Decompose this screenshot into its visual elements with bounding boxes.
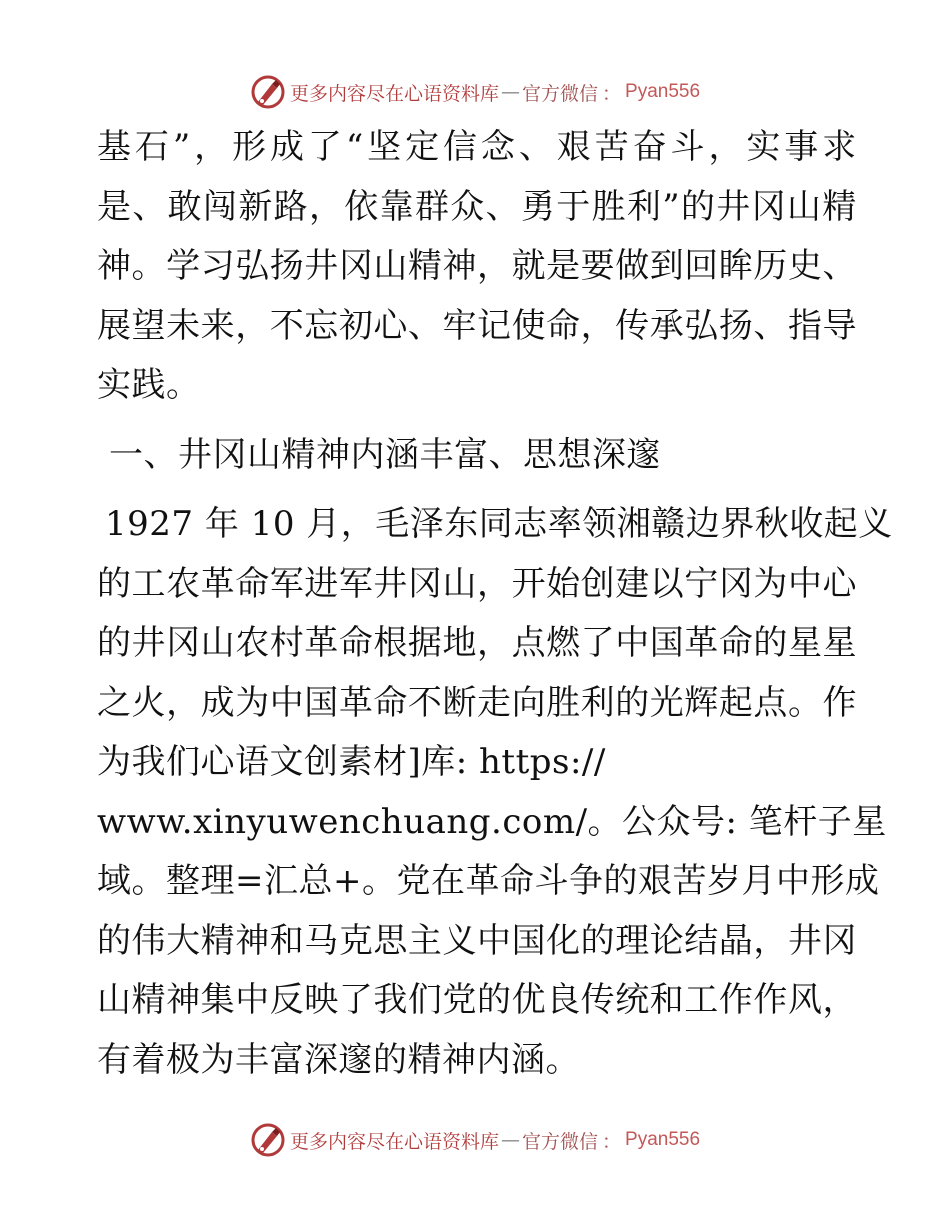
text-line: 的 工 农 革 命 军 进 军 井 冈 山 ， 开 始 创 建 以 宁 冈 为 中 心 (97, 563, 857, 604)
wechat-colon: ： (602, 82, 622, 105)
text-line: 为我们心语文创素材]库: https:// (97, 742, 606, 782)
watermark-text: 更多内容尽在心语资料库 (289, 1130, 499, 1153)
text-line: 实践。 (97, 365, 201, 405)
wechat-colon: ： (602, 1130, 622, 1153)
text-line: 的 井 冈 山 农 村 革 命 根 据 地 ， 点 燃 了 中 国 革 命 的 星 星 (97, 623, 857, 663)
text-line: 域 。 整 理 = 汇 总 + 。 党 在 革 命 斗 争 的 艰 苦 岁 月 中 形 成 (97, 861, 880, 901)
watermark-banner-bottom (0, 1120, 950, 1160)
watermark-separator: — (500, 81, 520, 103)
paragraph-2 (97, 495, 893, 1090)
text-line: 有着极为丰富深邃的精神内涵。 (97, 1039, 580, 1080)
pen-logo-icon (250, 1122, 286, 1158)
text-line: 1 9 2 7 年 1 0 月 ， 毛 泽 东 同 志 率 领 湘 赣 边 界 秋 收 起 义 (105, 504, 893, 544)
text-line: 基 石 ” ， 形 成 了 “ 坚 定 信 念 、 艰 苦 奋 斗 ， 实 事 求 (97, 127, 857, 167)
wechat-id: Pyan556 (625, 81, 701, 102)
text-line: 是 、 敢 闯 新 路 ， 依 靠 群 众 、 勇 于 胜 利 ” 的 井 冈 山 精 (97, 186, 857, 227)
watermark-banner-top (0, 72, 950, 112)
text-line: 山 精 神 集 中 反 映 了 我 们 党 的 优 良 传 统 和 工 作 作 风 ， (97, 980, 857, 1020)
paragraph-1 (97, 118, 857, 416)
wechat-label: 官方微信 (521, 82, 598, 105)
watermark-separator: — (500, 1129, 520, 1151)
wechat-label: 官方微信 (521, 1130, 598, 1153)
text-line: 的 伟 大 精 神 和 马 克 思 主 义 中 国 化 的 理 论 结 晶 ， 井 冈 (97, 920, 857, 961)
text-line: www.xinyuwenchuang.com/。公众号: 笔杆子星 (97, 801, 887, 842)
text-line: 之 火 ， 成 为 中 国 革 命 不 断 走 向 胜 利 的 光 辉 起 点 。 作 (97, 682, 857, 723)
document-body (97, 118, 893, 1090)
pen-logo-icon (250, 74, 286, 110)
watermark-text: 更多内容尽在心语资料库 (289, 82, 499, 105)
text-line: 神 。 学 习 弘 扬 井 冈 山 精 神 ， 就 是 要 做 到 回 眸 历 史 、 (97, 246, 857, 286)
wechat-id: Pyan556 (625, 1129, 701, 1150)
section-heading: 一、井冈山精神内涵丰富、思想深邃 (109, 434, 661, 475)
text-line: 展 望 未 来 ， 不 忘 初 心 、 牢 记 使 命 ， 传 承 弘 扬 、 指 导 (97, 305, 857, 346)
